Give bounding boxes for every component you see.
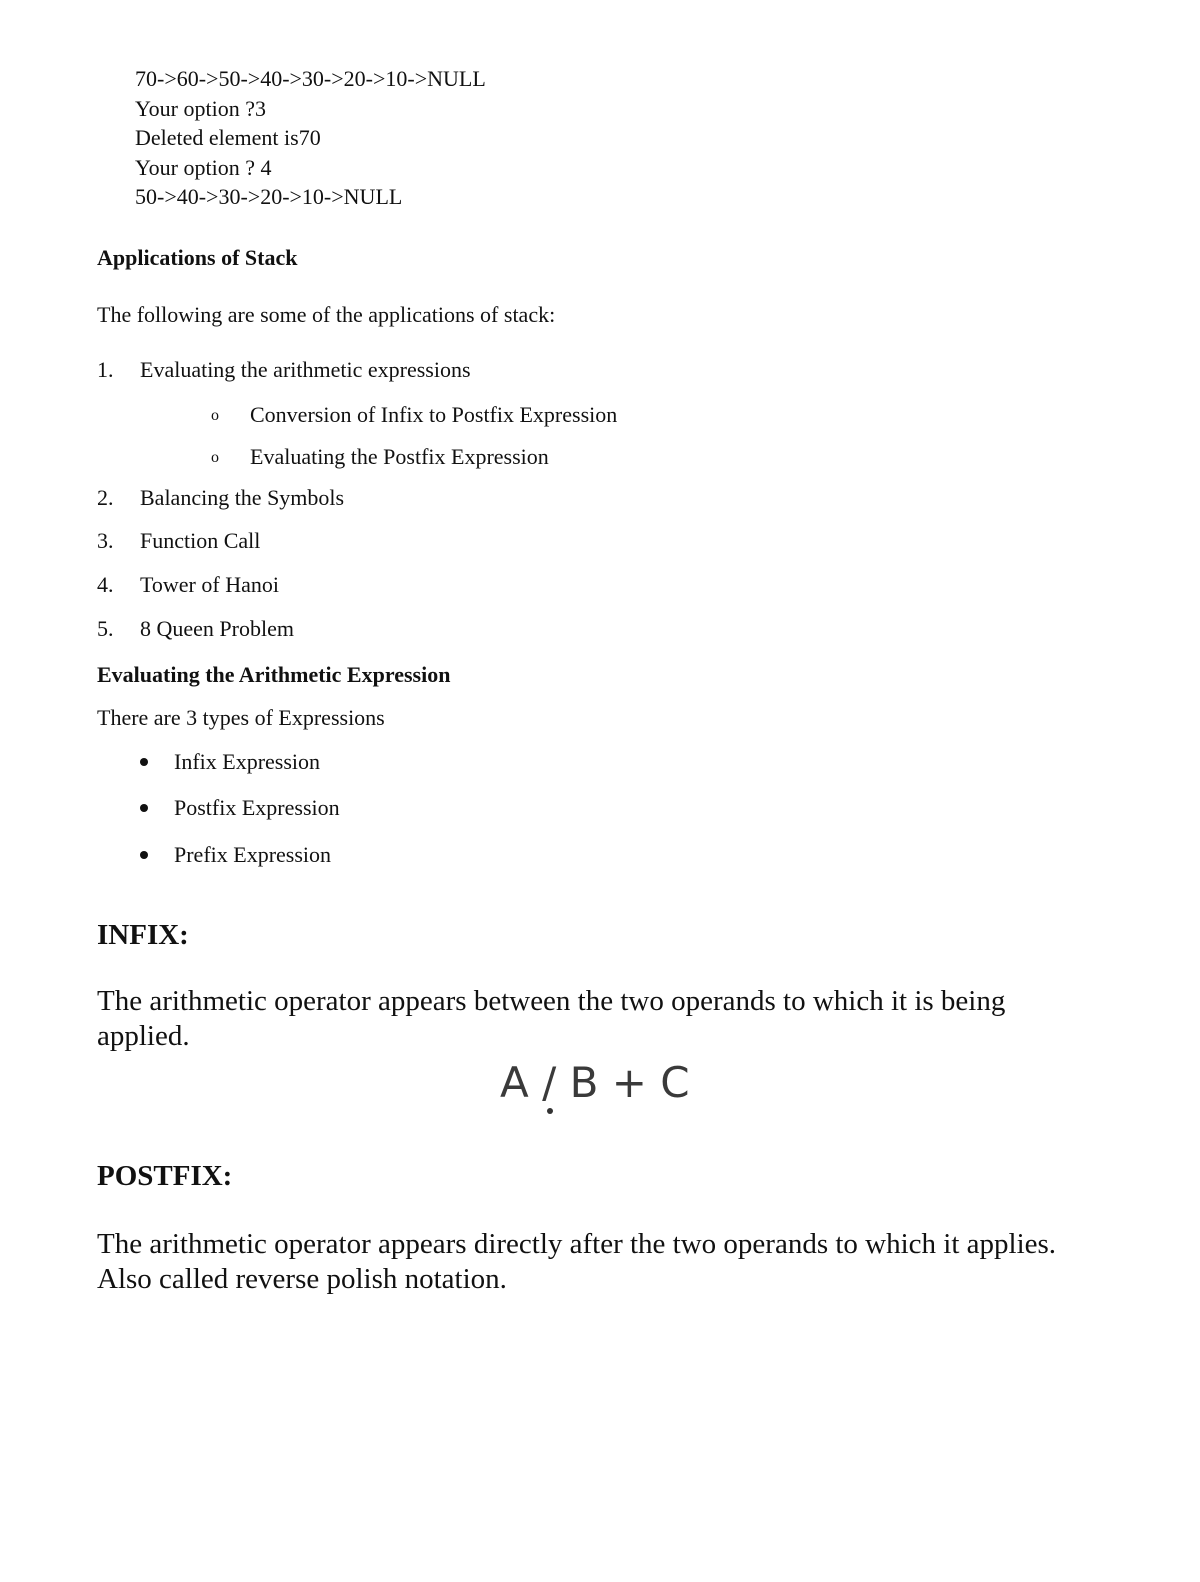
sub-list-item: Conversion of Infix to Postfix Expression — [250, 402, 618, 427]
section-heading-applications: Applications of Stack — [97, 245, 298, 270]
sub-list-marker: o — [211, 449, 219, 466]
list-number: 2. — [97, 485, 114, 510]
postfix-heading: POSTFIX: — [97, 1160, 233, 1192]
postfix-description-line: The arithmetic operator appears directly after the two operands to which it applies. — [97, 1228, 1057, 1260]
sub-list-marker: o — [211, 407, 219, 424]
bullet-item: Prefix Expression — [174, 842, 332, 867]
list-number: 3. — [97, 528, 114, 553]
list-item: Function Call — [140, 528, 261, 553]
list-number: 1. — [97, 357, 114, 382]
list-number: 5. — [97, 616, 114, 641]
output-line: Your option ?3 — [135, 96, 267, 121]
ink-dot — [547, 1108, 553, 1114]
bullet-item: Infix Expression — [174, 749, 321, 774]
output-line: Your option ? 4 — [135, 155, 272, 180]
infix-example-image: A / B + C — [500, 1058, 690, 1107]
postfix-description-line: Also called reverse polish notation. — [97, 1263, 507, 1295]
list-item: Evaluating the arithmetic expressions — [140, 357, 471, 382]
output-line: 50->40->30->20->10->NULL — [135, 184, 403, 209]
section-heading-evaluating: Evaluating the Arithmetic Expression — [97, 662, 451, 687]
list-number: 4. — [97, 572, 114, 597]
bullet-item: Postfix Expression — [174, 795, 340, 820]
list-item: 8 Queen Problem — [140, 616, 294, 641]
output-line: 70->60->50->40->30->20->10->NULL — [135, 66, 486, 91]
list-item: Tower of Hanoi — [140, 572, 279, 597]
bullet-icon — [140, 851, 148, 859]
infix-heading: INFIX: — [97, 919, 189, 951]
evaluating-intro: There are 3 types of Expressions — [97, 705, 385, 730]
sub-list-item: Evaluating the Postfix Expression — [250, 444, 549, 469]
infix-description-line: applied. — [97, 1020, 190, 1052]
applications-intro: The following are some of the applications of stack: — [97, 302, 556, 327]
bullet-icon — [140, 804, 148, 812]
list-item: Balancing the Symbols — [140, 485, 345, 510]
output-line: Deleted element is70 — [135, 125, 321, 150]
infix-description-line: The arithmetic operator appears between the two operands to which it is being — [97, 985, 1006, 1017]
bullet-icon — [140, 758, 148, 766]
